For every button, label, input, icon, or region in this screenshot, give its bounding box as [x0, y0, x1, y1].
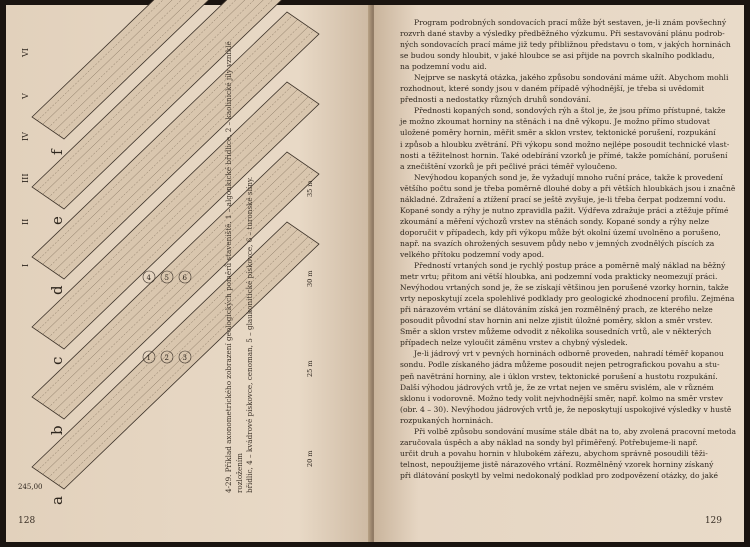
unit-label: 3 [182, 354, 187, 362]
text-line: Směr a sklon vrstev můžeme odvodit z několika sousedních vrtů, ale v některých [400, 327, 712, 337]
text-line: rozhodnout, které sondy jsou v daném případě výhodnější, je třeba si uvědomit [400, 84, 705, 94]
text-line: Kopané sondy a rýhy je nutno zpravidla pažit. Výdřeva zdražuje práci a ztěžuje přímé [400, 205, 729, 215]
text-line: uložené poměry hornin, měřit směr a sklon vrstev, tektonické porušení, rozpukání [400, 128, 716, 138]
text-line: na podzemní vodu aid. [400, 62, 487, 72]
right-page [374, 5, 744, 542]
text-line: zkoumání a měření výchozů vrstev na stěnách sondy. Kopané sondy a rýhy nelze [400, 216, 710, 226]
text-line: Program podrobných sondovacích prací může být sestaven, je-li znám povšechný [414, 18, 727, 27]
text-line: i způsob a hloubku zvětrání. Při výkopu sond možno nejlépe posoudit technické vlast- [400, 139, 730, 149]
page-number-right: 129 [704, 516, 722, 526]
body-text [400, 17, 736, 481]
book-spread [6, 5, 744, 542]
section-label: a [48, 496, 66, 505]
text-line: se budou sondy hloubit, v jaké hloubce se asi přijde na povrch skalního podkladu, [400, 51, 715, 61]
text-line: nosti a těžitelnost hornin. Také odebírání vzorků je přímé, takže pomíchání, porušení [400, 150, 728, 160]
text-line: velkého přítoku podzemní vody apod. [400, 249, 545, 259]
caption-line-2: břidlic, 4 – kvádrové pískovce, cenoman, 5 – glaukonitické pískovce, 6 – turonské slíny. [245, 176, 254, 493]
text-line: Nejprve se naskytá otázka, jakého způsobu sondování máme užít. Abychom mohli [414, 73, 729, 83]
unit-label: 6 [182, 274, 187, 282]
elevation-label: 245,00 [18, 483, 43, 491]
text-line: např. na svazích ohrožených sesuvem půdy nebo v jemných zvodnělých píscích za [400, 238, 715, 248]
section-label: e [48, 216, 66, 225]
left-page [6, 5, 372, 542]
text-line: telnost, nepoužijeme jistě nárazového vrtání. Rozmělněný vzorek horniny získaný [400, 459, 714, 469]
text-line: metr vrtu; přitom ani větší hloubka, ani podzemní voda prakticky neomezují práci. [400, 272, 718, 282]
text-line: většího počtu sond je třeba poměrně dlouhé doby a při větších hloubkách jsou i značně [400, 183, 736, 193]
column-label: IV [21, 132, 30, 141]
column-label: VI [21, 48, 30, 57]
section-label: f [48, 149, 66, 155]
figure-caption [224, 33, 256, 493]
column-label: V [21, 93, 30, 99]
scale-label: 35 m [306, 180, 314, 197]
axonometric-geology-figure [14, 27, 354, 505]
text-line: Nevýhodou kopaných sond je, že vyžadují mnoho ruční práce, takže k provedení [414, 172, 723, 182]
text-line: rozpukaných horninách. [400, 415, 494, 425]
unit-label: 1 [146, 354, 151, 362]
section-label: b [48, 425, 66, 435]
text-line: zaručovala úspěch a aby náklad na sondy byl přiměřený. Potřebujeme-li např. [400, 437, 698, 447]
column-label: I [21, 263, 30, 267]
scale-label: 30 m [306, 270, 314, 287]
text-line: doporučit v případech, kdy při výkopu může být okolní území uvolněno a porušeno, [400, 227, 721, 237]
text-line: Předností vrtaných sond je rychlý postup práce a poměrně malý náklad na běžný [414, 261, 726, 271]
text-line: (obr. 4 – 30). Nevýhodou jádrových vrtů je, že neposkytují uspokojivé výsledky v hustě [400, 404, 732, 414]
text-line: určit druh a povahu hornin v hlubokém zářezu, abychom správně posoudili těži- [400, 448, 708, 458]
section-label: d [48, 285, 66, 295]
text-line: rozvrh dané stavby a výsledky předběžného výzkumu. Při sestavování plánu podrob- [400, 29, 725, 39]
unit-label: 5 [164, 274, 169, 282]
text-line: Další výhodou jádrových vrtů je, že ze vrtat nejen ve směru svislém, ale v různém [400, 382, 714, 392]
text-line: případech nelze vyloučit záměnu vrstev a chybný výsledek. [400, 338, 628, 348]
caption-line-1: 4-29. Příklad axonometrického zobrazení geologických poměrů staveniště. 1 – algonkické břidlice, 2 – kaolinické jíly vzniklé rozložením [224, 41, 244, 493]
column-label: III [21, 173, 30, 183]
unit-label: 2 [164, 354, 169, 362]
text-line: při dlátování poskytl by velmi nedokonalý podklad pro zodpovězení otázky, do jaké [400, 470, 718, 480]
unit-label: 4 [146, 274, 151, 282]
text-line: sondu. Podle získaného jádra můžeme posoudit nejen petrografickou povahu a stu- [400, 360, 720, 370]
text-line: Přednosti kopaných sond, sondových rýh a štol je, že jsou přímo přístupné, takže [414, 106, 726, 116]
scale-label: 20 m [306, 450, 314, 467]
text-line: sklonu i vodorovně. Možno tedy volit nejvhodnější směr, např. kolmo na směr vrstev [400, 393, 723, 403]
text-line: a znečištění vzorků je při pečlivé práci téměř vyloučeno. [400, 161, 618, 171]
text-line: ných sondovacích prací máme již tedy přibližnou představu o tom, v jakých horninách [400, 40, 731, 50]
text-line: nákladné. Zdražení a ztížení prací se ještě zvyšuje, je-li třeba čerpat podzemní vodu. [400, 194, 726, 204]
text-line: je možno zkoumat horniny na stěnách i na dně výkopu. Je možno přímo studovat [400, 117, 710, 127]
column-label: II [21, 218, 30, 225]
text-line: posoudit původní stav hornin ani nelze zjistit úložné poměry, sklon a směr vrstev. [400, 316, 713, 326]
section-label: c [48, 356, 66, 365]
text-line: vrty neposkytují zcela spolehlivé podklady pro geologické zhodnocení profilu. Zejména [400, 294, 735, 304]
text-line: Nevýhodou vrtaných sond je, že se získají většinou jen porušené vzorky hornin, takže [400, 283, 729, 293]
scale-label: 25 m [306, 360, 314, 377]
text-line: Je-li jádrový vrt v pevných horninách odborně proveden, nahradí téměř kopanou [414, 349, 724, 359]
page-number-left: 128 [18, 516, 36, 526]
text-line: při nárazovém vrtání se dlátováním získá jen rozmělněný prach, ze kterého nelze [400, 305, 713, 315]
text-line: peň navětrání horniny, ale i úklon vrstev, tektonické porušení a hustotu rozpukání. [400, 371, 718, 381]
text-line: Při volbě způsobu sondování musíme stále dbát na to, aby zvolená pracovní metoda [414, 426, 736, 436]
text-line: přednosti a nedostatky různých druhů sondování. [400, 95, 591, 105]
